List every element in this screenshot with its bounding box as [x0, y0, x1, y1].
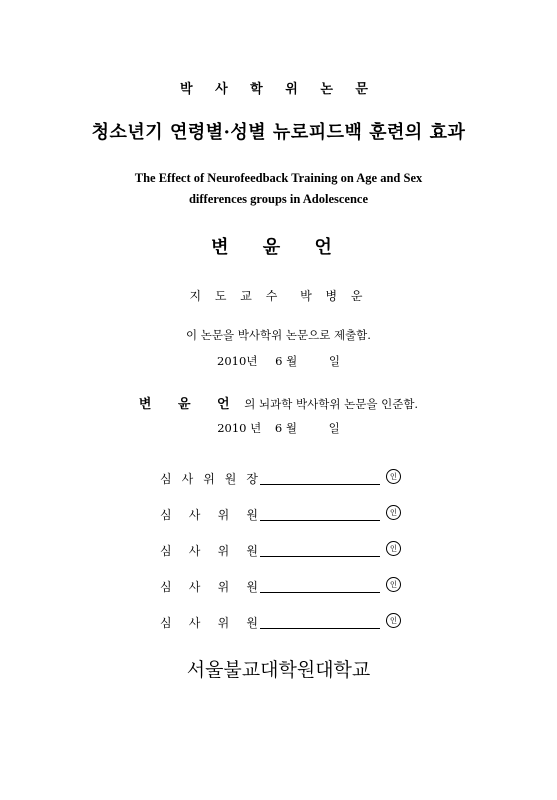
seal-mark: 인	[386, 613, 401, 628]
signature-line	[260, 592, 380, 593]
school-name: 서울불교대학원대학교	[186, 659, 371, 681]
advisor-label: 지 도 교 수	[189, 289, 283, 303]
title-english-line-1: The Effect of Neurofeedback Training on Age and Sex	[134, 171, 423, 185]
seal-mark: 인	[386, 505, 401, 520]
committee-member-label: 심 사 위 원	[160, 580, 258, 594]
seal-mark: 인	[386, 469, 401, 484]
title-english	[0, 168, 557, 210]
approval-day: 일	[328, 421, 340, 435]
committee-chair-label: 심 사 위 원 장	[160, 472, 258, 486]
approval-author-name: 변 윤 언	[138, 397, 241, 412]
committee-member-label: 심 사 위 원	[160, 616, 258, 630]
approval-statement	[0, 393, 557, 412]
signature-line	[260, 556, 380, 557]
submission-date	[0, 353, 557, 369]
title-english-line-2: differences groups in Adolescence	[188, 192, 369, 206]
signature-line	[260, 628, 380, 629]
committee-row	[160, 542, 420, 578]
degree-label: 박 사 학 위 논 문	[180, 82, 377, 97]
committee-member-label: 심 사 위 원	[160, 508, 258, 522]
seal-mark: 인	[386, 577, 401, 592]
committee-signatures	[160, 470, 420, 650]
advisor-line	[0, 287, 557, 304]
committee-row	[160, 506, 420, 542]
approval-year: 2010 년	[217, 421, 262, 435]
submission-statement: 이 논문을 박사학위 논문으로 제출함.	[186, 328, 371, 342]
title-korean: 청소년기 연령별·성별 뉴로피드백 훈련의 효과	[91, 122, 466, 143]
committee-row	[160, 578, 420, 614]
advisor-name: 박 병 운	[300, 289, 368, 303]
signature-line	[260, 484, 380, 485]
committee-member-label: 심 사 위 원	[160, 544, 258, 558]
submission-day: 일	[328, 354, 340, 368]
approval-date	[0, 420, 557, 436]
submission-year: 2010년	[217, 354, 258, 368]
submission-month: 6 월	[275, 354, 298, 368]
author-name: 변 윤 언	[211, 237, 346, 258]
approval-month: 6 월	[274, 421, 297, 435]
seal-mark: 인	[386, 541, 401, 556]
signature-line	[260, 520, 380, 521]
committee-row	[160, 614, 420, 650]
approval-text: 의 뇌과학 박사학위 논문을 인준함.	[244, 397, 419, 411]
committee-row	[160, 470, 420, 506]
